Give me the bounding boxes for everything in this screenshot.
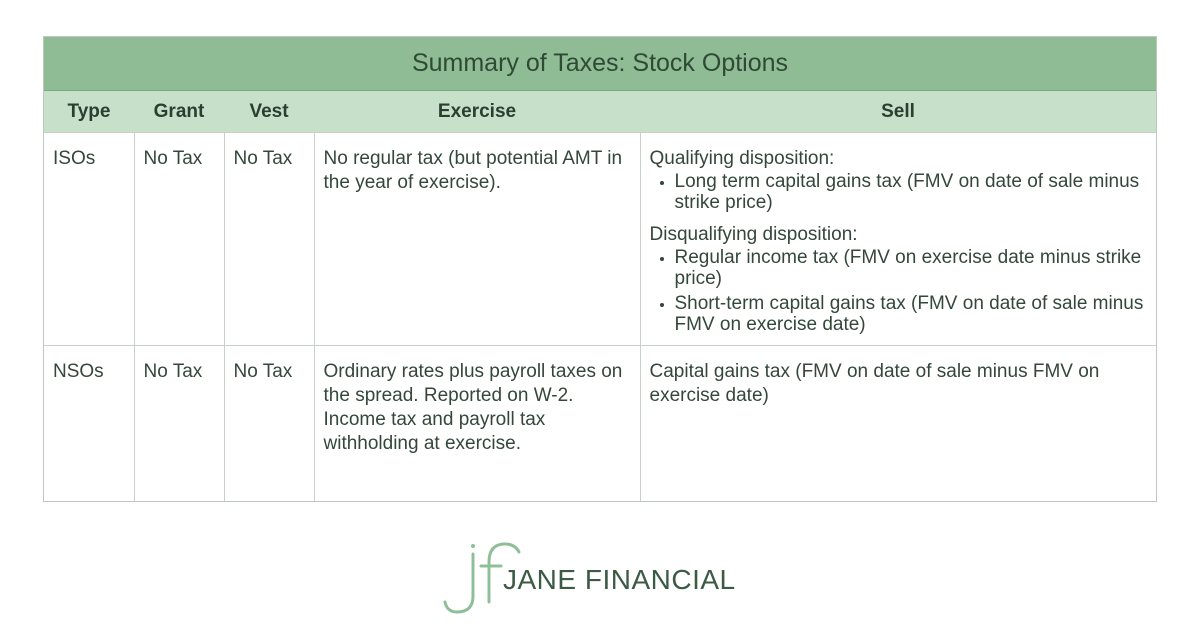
cell-exercise: No regular tax (but potential AMT in the year of exercise). [314,133,640,346]
header-grant: Grant [134,91,224,133]
jane-financial-logo [443,540,763,616]
cell-sell: Capital gains tax (FMV on date of sale minus FMV on exercise date) [640,346,1156,501]
header-type: Type [44,91,134,133]
table-title: Summary of Taxes: Stock Options [44,37,1156,91]
logo-text: JANE FINANCIAL [503,564,736,595]
cell-type: NSOs [44,346,134,501]
disqualifying-list [650,247,1149,335]
tax-summary-table [43,36,1157,502]
table-row-nsos [44,346,1156,501]
list-item: • Short-term capital gains tax (FMV on date of sale minus FMV on exercise date) [675,293,1149,335]
header-sell: Sell [640,91,1156,133]
cell-vest: No Tax [224,133,314,346]
qualifying-list [650,171,1149,213]
qualifying-label: Qualifying disposition: [649,148,835,169]
header-exercise: Exercise [314,91,640,133]
header-row [44,91,1156,133]
cell-grant: No Tax [134,133,224,346]
cell-type: ISOs [44,133,134,346]
cell-grant: No Tax [134,346,224,501]
disqualifying-label: Disqualifying disposition: [649,224,858,245]
list-item: • Regular income tax (FMV on exercise date minus strike price) [675,247,1149,289]
cell-exercise: Ordinary rates plus payroll taxes on the spread. Reported on W-2. Income tax and payroll tax withholding at exercise. [314,346,640,501]
cell-sell [640,133,1156,346]
tax-table [44,91,1156,501]
table-row-isos [44,133,1156,346]
cell-vest: No Tax [224,346,314,501]
header-vest: Vest [224,91,314,133]
list-item: • Long term capital gains tax (FMV on date of sale minus strike price) [675,171,1149,213]
